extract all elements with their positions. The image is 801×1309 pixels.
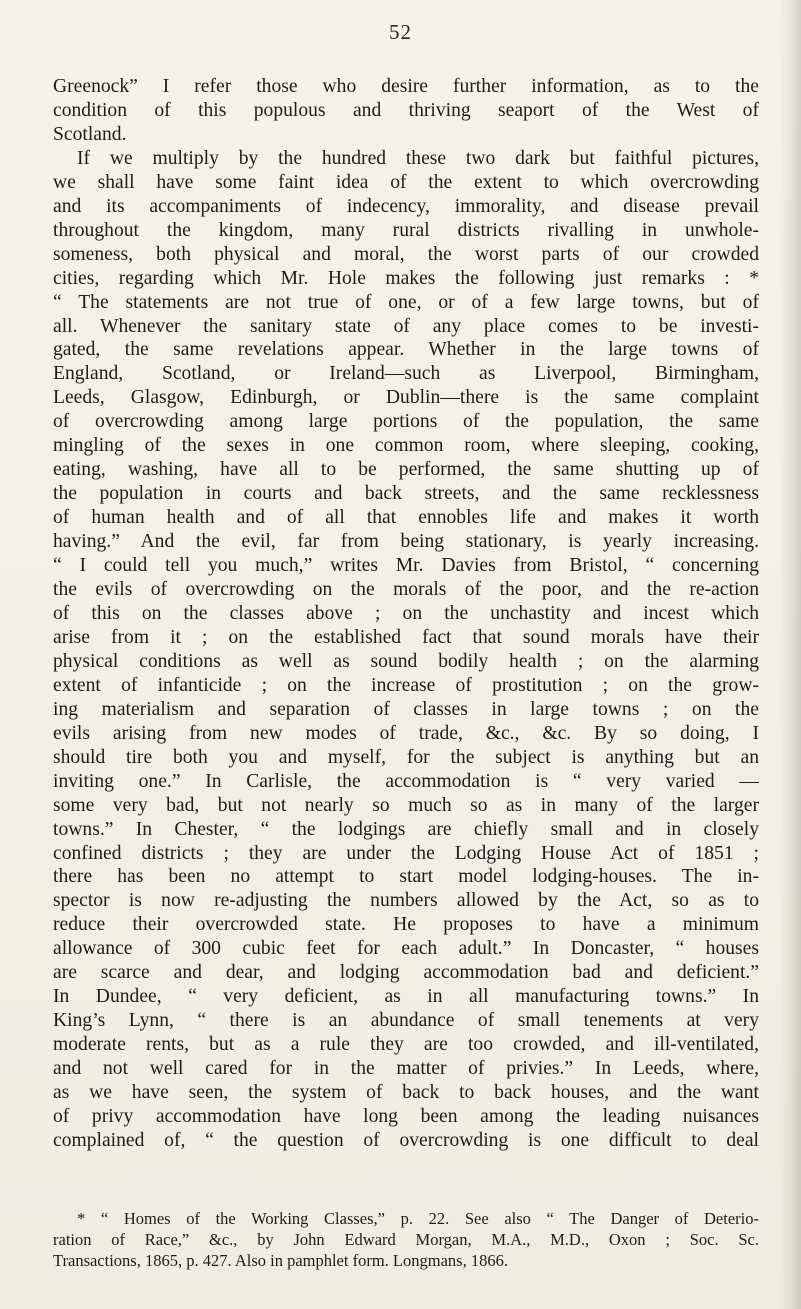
text-line: spector is now re-adjusting the numbers allowed by the Act, so as to <box>53 890 759 912</box>
text-line: and not well cared for in the matter of privies.” In Leeds, where, <box>53 1058 759 1080</box>
text-line: In Dundee, “ very deficient, as in all manufacturing towns.” In <box>53 986 759 1008</box>
text-line: King’s Lynn, “ there is an abundance of small tenements at very <box>53 1010 759 1032</box>
text-line: throughout the kingdom, many rural districts rivalling in unwhole- <box>53 219 759 241</box>
text-line: ing materialism and separation of classes in large towns ; on the <box>53 698 759 720</box>
text-line: “ I could tell you much,” writes Mr. Davies from Bristol, “ concerning <box>53 555 759 577</box>
text-line: moderate rents, but as a rule they are too crowded, and ill-ventilated, <box>53 1034 759 1056</box>
page-edge-shadow <box>779 0 801 1309</box>
text-line: having.” And the evil, far from being stationary, is yearly increasing. <box>53 531 759 553</box>
text-line: cities, regarding which Mr. Hole makes the following just remarks : * <box>53 267 759 289</box>
text-line: Scotland. <box>53 123 127 145</box>
text-line: confined districts ; they are under the Lodging House Act of 1851 ; <box>53 842 759 864</box>
text-line: we shall have some faint idea of the extent to which overcrowding <box>53 171 759 193</box>
text-line: all. Whenever the sanitary state of any place comes to be investi- <box>53 315 759 337</box>
text-line: the population in courts and back streets, and the same recklessness <box>53 483 759 505</box>
footnote-line: * “ Homes of the Working Classes,” p. 22. See also “ The Danger of Deterio- <box>77 1209 759 1228</box>
footnote-line: Transactions, 1865, p. 427. Also in pamphlet form. Longmans, 1866. <box>53 1251 508 1270</box>
text-line: the evils of overcrowding on the morals of the poor, and the re-action <box>53 579 759 601</box>
text-line: gated, the same revelations appear. Whether in the large towns of <box>53 339 759 361</box>
text-line: evils arising from new modes of trade, &c., &c. By so doing, I <box>53 722 759 744</box>
text-line: are scarce and dear, and lodging accommodation bad and deficient.” <box>53 962 759 984</box>
text-line: physical conditions as well as sound bodily health ; on the alarming <box>53 650 759 672</box>
text-line: of privy accommodation have long been among the leading nuisances <box>53 1105 759 1127</box>
text-line: mingling of the sexes in one common room, where sleeping, cooking, <box>53 435 759 457</box>
text-line: inviting one.” In Carlisle, the accommodation is “ very varied — <box>53 770 759 792</box>
text-line: someness, both physical and moral, the worst parts of our crowded <box>53 243 759 265</box>
page-number: 52 <box>389 20 412 44</box>
text-line: If we multiply by the hundred these two dark but faithful pictures, <box>77 147 759 169</box>
text-line: arise from it ; on the established fact that sound morals have their <box>53 626 759 648</box>
text-line: and its accompaniments of indecency, immorality, and disease prevail <box>53 195 759 217</box>
text-line: England, Scotland, or Ireland—such as Liverpool, Birmingham, <box>53 363 759 385</box>
text-line: extent of infanticide ; on the increase of prostitution ; on the grow- <box>53 674 759 696</box>
text-line: allowance of 300 cubic feet for each adult.” In Doncaster, “ houses <box>53 938 759 960</box>
text-line: there has been no attempt to start model lodging-houses. The in- <box>53 866 759 888</box>
text-line: some very bad, but not nearly so much so as in many of the larger <box>53 794 759 816</box>
footnote-line: ration of Race,” &c., by John Edward Morgan, M.A., M.D., Oxon ; Soc. Sc. <box>53 1230 759 1249</box>
text-line: of this on the classes above ; on the unchastity and incest which <box>53 602 759 624</box>
text-line: eating, washing, have all to be performed, the same shutting up of <box>53 459 759 481</box>
text-line: complained of, “ the question of overcrowding is one difficult to deal <box>53 1129 759 1151</box>
text-line: Greenock” I refer those who desire further information, as to the <box>53 76 759 97</box>
text-line: Leeds, Glasgow, Edinburgh, or Dublin—there is the same complaint <box>53 387 759 409</box>
body-text <box>53 75 759 1153</box>
text-line: condition of this populous and thriving seaport of the West of <box>53 99 759 121</box>
text-line: reduce their overcrowded state. He proposes to have a minimum <box>53 914 759 936</box>
text-line: of overcrowding among large portions of the population, the same <box>53 411 759 433</box>
text-line: of human health and of all that ennobles life and makes it worth <box>53 507 759 529</box>
text-line: as we have seen, the system of back to back houses, and the want <box>53 1082 759 1104</box>
text-line: should tire both you and myself, for the subject is anything but an <box>53 746 759 768</box>
text-line: “ The statements are not true of one, or of a few large towns, but of <box>53 291 759 313</box>
text-line: towns.” In Chester, “ the lodgings are chiefly small and in closely <box>53 818 759 840</box>
footnote <box>53 1208 759 1271</box>
